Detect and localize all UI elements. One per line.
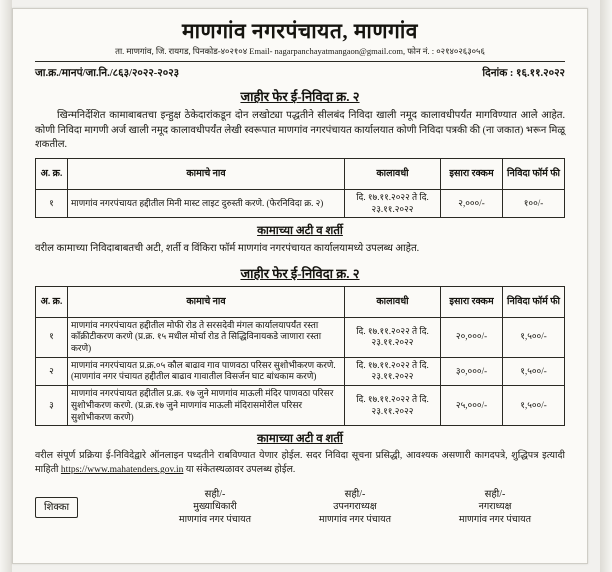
page-left-edge xyxy=(0,0,12,572)
cell-work: माणगांव नगरपंचायत हद्दीतील मोफी रोड ते सरसदेवी मंगल कार्यालयापर्यंत रस्ता कॉंक्रीटीकरण करणे (प्र.क्र. १५ मधील मोर्चा रोड ते सिद्धिविनायकडे जाणारा रस्ता करणे) xyxy=(68,317,345,357)
cell-duration: दि. १७.११.२०२२ ते दि. २३.११.२०२२ xyxy=(345,189,441,217)
cell-duration: दि. १७.११.२०२२ ते दि. २३.११.२०२२ xyxy=(345,357,441,385)
cell-duration: दि. १७.११.२०२२ ते दि. २३.११.२०२२ xyxy=(345,317,441,357)
th-work: कामाचे नाव xyxy=(68,158,345,189)
signature-line: सही/- xyxy=(204,488,226,500)
table-row xyxy=(36,386,565,426)
document-date: दिनांक : १६.११.२०२२ xyxy=(482,68,565,80)
th-amount: इसारा रक्कम xyxy=(441,286,503,317)
conditions-text-2 xyxy=(35,450,565,478)
conditions-title-1: कामाच्या अटी व शर्ती xyxy=(257,225,343,238)
th-sr: अ. क्र. xyxy=(36,286,68,317)
signatory-organization: माणगांव नगर पंचायत xyxy=(458,515,532,526)
notice-1-body: खिन्मनिर्देशित कामाबाबतचा इन्हुक्ष ठेकेदारांकडून दोन लखोट्या पद्धतीने सीलबंद निविदा खाली नमूद कालावधीपर्यंत मागविण्यात आलेे आहेत. कोणी निविदा मागणी अर्ज खाली नमूद कालावधीपर्यंत लेखी स्वरूपात माणगांव नगरपंचायत कार्यालयात कोणी निविदा पत्रकी की (ना जकात) भरून मिळू शकतील. xyxy=(35,110,565,151)
signatory-designation: नगराध्यक्ष xyxy=(478,502,512,513)
header-divider xyxy=(35,61,565,62)
document-sheet xyxy=(12,8,588,564)
signatory-organization: माणगांव नगर पंचायत xyxy=(178,515,252,526)
conditions-text-2-part-a: वरील संपूर्ण प्रक्रिया ई-निविदेद्वारे ऑनलाइन पध्दतीने राबविण्यात येणार होईल. सदर निविदा सूचना प्रसिद्धी, आवश्यक असणारी कागदपत्रे, शुद्धिपत्र इत्यादी माहिती xyxy=(35,451,565,475)
stamp-cell xyxy=(35,488,145,527)
table-header-row xyxy=(36,286,565,317)
cell-work: माणगांव नगरपंचायत हद्दीतील मिनी मास्ट लाइट दुरुस्ती करणे. (फेरनिविदा क्र. २) xyxy=(68,189,345,217)
mahatenders-link[interactable]: https://www.mahatenders.gov.in xyxy=(60,464,184,475)
th-fee: निविदा फॉर्म फी xyxy=(503,158,565,189)
signature-row xyxy=(35,488,565,527)
signature-block-chief-officer xyxy=(145,488,285,527)
tender-table-2 xyxy=(35,286,565,427)
conditions-text-2-part-b: या संकेतस्थळावर उपलब्ध होईल. xyxy=(185,464,296,475)
th-work: कामाचे नाव xyxy=(68,286,345,317)
reference-row xyxy=(35,66,565,80)
th-duration: कालावधी xyxy=(345,158,441,189)
notice-1-heading: जाहीर फेर ई-निविदा क्र. २ xyxy=(240,89,360,105)
cell-sr: १ xyxy=(36,317,68,357)
tender-table-1 xyxy=(35,158,565,218)
signatory-designation: मुख्याधिकारी xyxy=(193,502,237,513)
cell-amount: २०,०००/- xyxy=(441,317,503,357)
cell-fee: १,५००/- xyxy=(503,317,565,357)
table-header-row xyxy=(36,158,565,189)
cell-duration: दि. १७.११.२०२२ ते दि. २३.११.२०२२ xyxy=(345,386,441,426)
signature-block-vice-president xyxy=(285,488,425,527)
cell-amount: २५,०००/- xyxy=(441,386,503,426)
table-row xyxy=(36,317,565,357)
cell-amount: ३०,०००/- xyxy=(441,357,503,385)
reference-number: जा.क्र./मानपं/जा.नि./८६३/२०२२-२०२३ xyxy=(35,68,180,80)
th-sr: अ. क्र. xyxy=(36,158,68,189)
cell-sr: १ xyxy=(36,189,68,217)
cell-sr: ३ xyxy=(36,386,68,426)
cell-fee: १००/- xyxy=(503,189,565,217)
cell-sr: २ xyxy=(36,357,68,385)
signature-block-president xyxy=(425,488,565,527)
signature-line: सही/- xyxy=(344,488,366,500)
signatory-organization: माणगांव नगर पंचायत xyxy=(318,515,392,526)
cell-fee: १,५००/- xyxy=(503,357,565,385)
table-row xyxy=(36,189,565,217)
notice-2-heading: जाहीर फेर ई-निविदा क्र. २ xyxy=(240,265,360,281)
cell-amount: २,०००/- xyxy=(441,189,503,217)
signature-line: सही/- xyxy=(484,488,506,500)
th-duration: कालावधी xyxy=(345,286,441,317)
cell-fee: १,५००/- xyxy=(503,386,565,426)
conditions-title-2: कामाच्या अटी व शर्ती xyxy=(257,433,343,446)
cell-work: माणगांव नगरपंचायत हद्दीतील प्र.क्र. १७ जुने माणगांव माऊली मंदिर पाणवठा परिसर सुशोभीकरण करणे. (प्र.क्र.१७ जुने माणगांव माऊली मंदिरासमोरील परिसर सुशोभीकरण करणे) xyxy=(68,386,345,426)
conditions-text-1: वरील कामाच्या निविदाबाबतची अटी, शर्ती व विंकिरा फॉर्म माणगांव नगरपंचायत कार्यालयामध्ये उपलब्ध आहेत. xyxy=(35,243,420,255)
th-fee: निविदा फॉर्म फी xyxy=(503,286,565,317)
office-stamp: शिक्का xyxy=(35,497,78,519)
signatory-designation: उपनगराध्यक्ष xyxy=(333,502,377,513)
table-row xyxy=(36,357,565,385)
page-right-edge xyxy=(600,0,612,572)
cell-work: माणगांव नगरपंचायत प्र.क्र.०५ कौल बाढाव गाव पाणवठा परिसर सुशोभीकरण करणे. (माणगांव नगर पंचायत हद्दीतील बाढाव गावातील विसर्जन घाट बांधकाम करणे) xyxy=(68,357,345,385)
organization-title: माणगांव नगरपंचायत, माणगांव xyxy=(182,19,418,43)
th-amount: इसारा रक्कम xyxy=(441,158,503,189)
organization-contact: ता. माणगांव, जि. रायगड, पिनकोड-४०२१०४ Email- nagarpanchayatmangaon@gmail.com, फोन नं. : ०२१४०२६३०५६ xyxy=(115,46,485,57)
